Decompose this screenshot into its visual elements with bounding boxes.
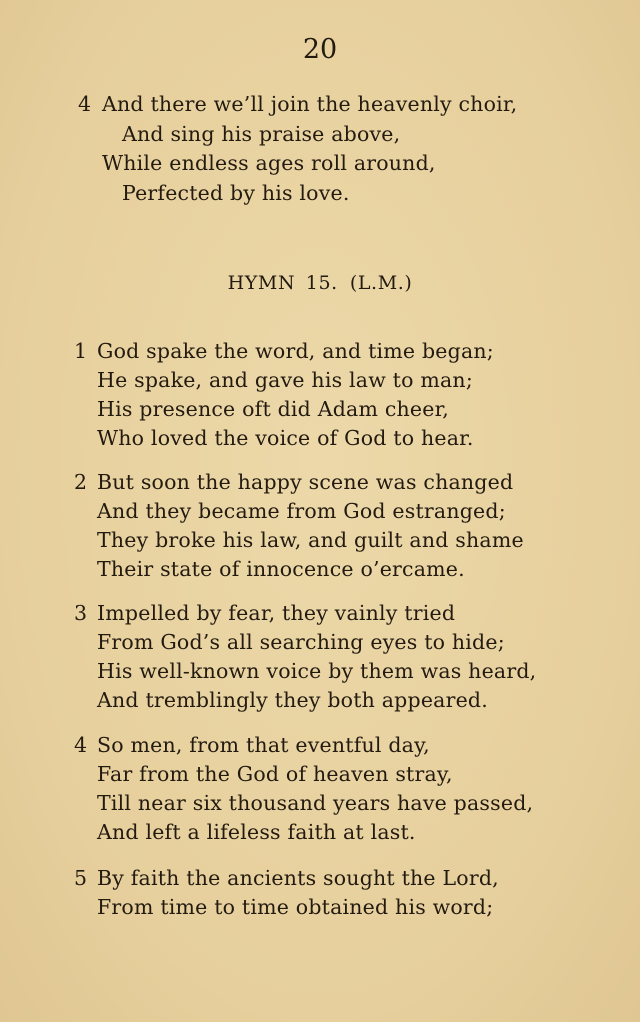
stanza-line: And sing his praise above,: [122, 122, 401, 146]
stanza-number: 4: [74, 733, 88, 757]
stanza-line: Their state of innocence o’ercame.: [97, 557, 465, 581]
stanza-number: 3: [74, 601, 88, 625]
stanza-line: Far from the God of heaven stray,: [97, 762, 453, 786]
page-number: 20: [302, 34, 338, 65]
stanza-line: And tremblingly they both appeared.: [97, 688, 488, 712]
stanza-line: His well-known voice by them was heard,: [97, 659, 537, 683]
hymn-title: HYMN 15.: [227, 272, 338, 294]
stanza-line: While endless ages roll around,: [102, 151, 436, 175]
stanza-number: 4: [78, 92, 92, 116]
stanza-line: And they became from God estranged;: [97, 499, 506, 523]
stanza-line: He spake, and gave his law to man;: [97, 368, 473, 392]
stanza-line: Perfected by his love.: [122, 181, 350, 205]
stanza-line: From time to time obtained his word;: [97, 895, 494, 919]
stanza-line: And there we’ll join the heavenly choir,: [102, 92, 518, 116]
stanza-line: So men, from that eventful day,: [97, 733, 430, 757]
stanza-line: Who loved the voice of God to hear.: [97, 426, 474, 450]
stanza-line: Till near six thousand years have passed,: [97, 791, 534, 815]
stanza-line: And left a lifeless faith at last.: [97, 820, 416, 844]
stanza-line: They broke his law, and guilt and shame: [97, 528, 524, 552]
stanza-line: But soon the happy scene was changed: [97, 470, 514, 494]
hymn-heading: [0, 272, 640, 294]
hymn-meter: (L.M.): [349, 272, 413, 294]
stanza-line: Impelled by fear, they vainly tried: [97, 601, 456, 625]
stanza-line: God spake the word, and time began;: [97, 339, 494, 363]
stanza-number: 1: [74, 339, 88, 363]
stanza-line: His presence oft did Adam cheer,: [97, 397, 450, 421]
stanza-number: 2: [74, 470, 88, 494]
stanza-line: By faith the ancients sought the Lord,: [97, 866, 499, 890]
stanza-line: From God’s all searching eyes to hide;: [97, 630, 505, 654]
stanza-number: 5: [74, 866, 88, 890]
